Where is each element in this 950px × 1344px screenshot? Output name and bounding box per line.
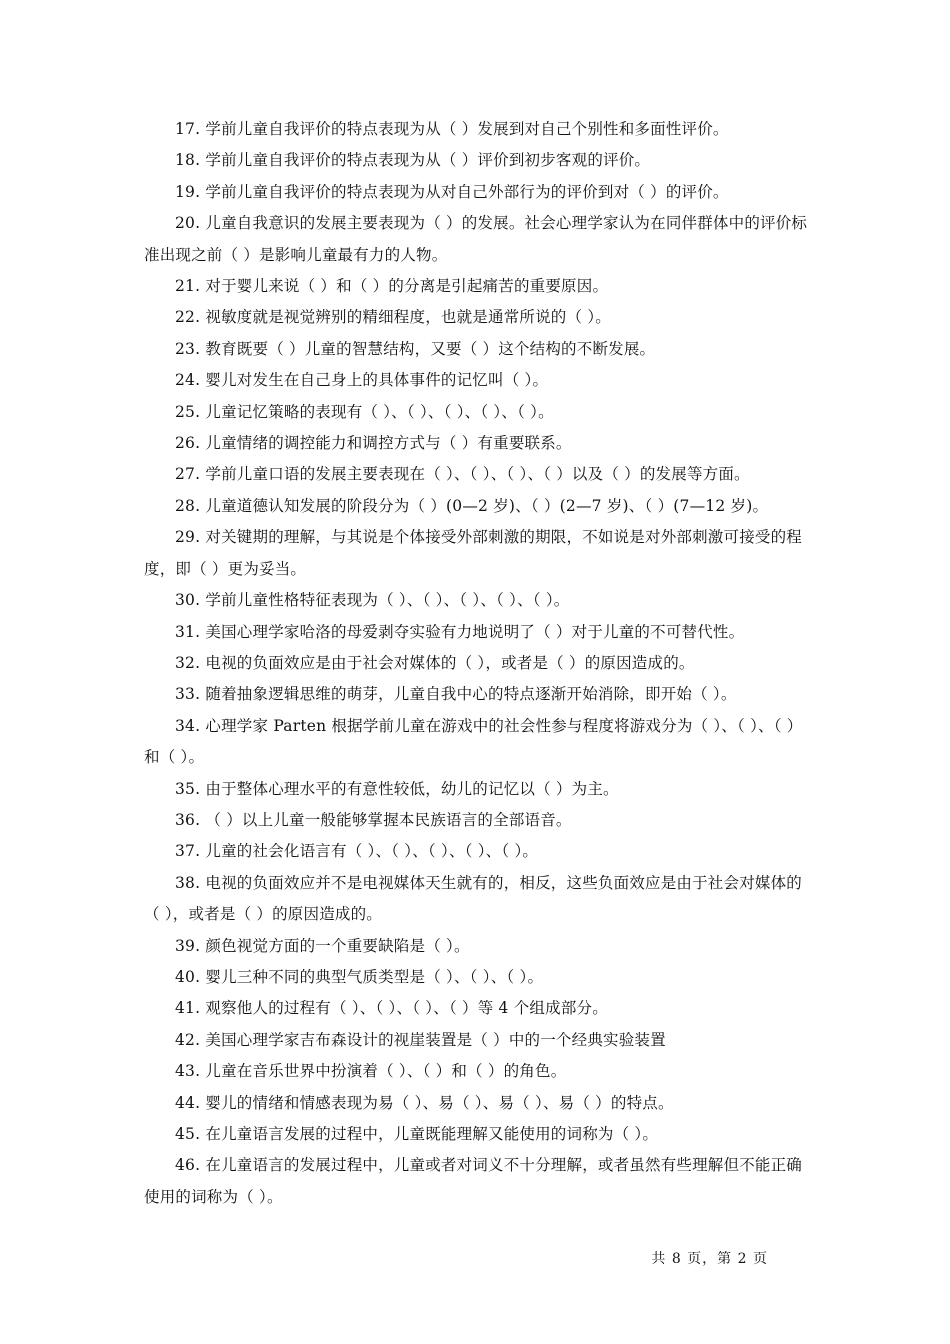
question-item <box>144 365 816 396</box>
question-item <box>144 962 816 993</box>
question-number: 36. <box>175 810 201 829</box>
question-item <box>144 1150 816 1213</box>
question-number: 23. <box>175 339 201 358</box>
question-number: 45. <box>175 1125 201 1143</box>
question-text: 对关键期的理解，与其说是个体接受外部刺激的期限，不如说是对外部刺激可接受的程度，即（ ）更为妥当。 <box>144 528 803 578</box>
question-number: 39. <box>175 936 201 955</box>
question-number: 18. <box>175 151 201 170</box>
question-number: 32. <box>175 653 201 672</box>
question-number: 35. <box>175 779 201 798</box>
question-number: 28. <box>175 496 201 515</box>
question-number: 40. <box>175 967 201 986</box>
question-number: 31. <box>175 622 201 641</box>
question-item <box>144 1025 816 1056</box>
question-item <box>144 271 816 302</box>
question-item <box>144 993 816 1024</box>
question-text: 儿童情绪的调控能力和调控方式与（ ）有重要联系。 <box>205 434 572 453</box>
question-text: 学前儿童自我评价的特点表现为从对自己外部行为的评价到对（ ）的评价。 <box>205 182 729 201</box>
question-text: 在儿童语言的发展过程中，儿童或者对词义不十分理解，或者虽然有些理解但不能正确使用的词称为（ ）。 <box>144 1156 803 1206</box>
question-text: 婴儿的情绪和情感表现为易（ ）、易（ ）、易（ ）、易（ ）的特点。 <box>205 1093 674 1112</box>
question-item <box>144 397 816 428</box>
question-item <box>144 868 816 931</box>
question-number: 17. <box>175 120 201 138</box>
question-text: 儿童的社会化语言有（ ）、（ ）、（ ）、（ ）、（ ）。 <box>205 842 539 861</box>
question-item <box>144 711 816 774</box>
question-text: 心理学家 Parten 根据学前儿童在游戏中的社会性参与程度将游戏分为（ ）、（ ）、（ ）和（ ）。 <box>144 716 803 767</box>
question-item <box>144 177 816 208</box>
question-item <box>144 1088 816 1119</box>
question-number: 22. <box>175 308 201 327</box>
question-number: 27. <box>175 465 201 484</box>
question-text: 美国心理学家哈洛的母爱剥夺实验有力地说明了（ ）对于儿童的不可替代性。 <box>205 622 745 641</box>
question-list <box>144 114 816 1213</box>
question-text: 美国心理学家吉布森设计的视崖装置是（ ）中的一个经典实验装置 <box>205 1030 666 1049</box>
question-text: 儿童自我意识的发展主要表现为（ ）的发展。社会心理学家认为在同伴群体中的评价标准出现之前（ ）是影响儿童最有力的人物。 <box>144 214 808 264</box>
question-text: 学前儿童性格特征表现为（ ）、（ ）、（ ）、（ ）、（ ）。 <box>205 591 570 610</box>
question-text: 观察他人的过程有（ ）、（ ）、（ ）、（ ）等 4 个组成部分。 <box>205 999 608 1018</box>
question-text: 随着抽象逻辑思维的萌芽，儿童自我中心的特点逐渐开始消除，即开始（ ）。 <box>205 685 737 704</box>
question-item <box>144 931 816 962</box>
question-number: 43. <box>175 1062 201 1081</box>
question-number: 25. <box>175 402 201 421</box>
question-text: 对于婴儿来说（ ）和（ ）的分离是引起痛苦的重要原因。 <box>205 277 609 296</box>
question-number: 46. <box>175 1156 201 1175</box>
question-number: 30. <box>175 591 201 610</box>
page-footer: 共 8 页，第 2 页 <box>651 1251 768 1267</box>
question-number: 20. <box>175 214 201 233</box>
question-text: 学前儿童自我评价的特点表现为从（ ）评价到初步客观的评价。 <box>205 151 651 170</box>
question-number: 29. <box>175 528 201 547</box>
question-item <box>144 522 816 585</box>
question-text: 颜色视觉方面的一个重要缺陷是（ ）。 <box>205 936 470 955</box>
question-number: 41. <box>175 999 201 1018</box>
question-text: （ ）以上儿童一般能够掌握本民族语言的全部语音。 <box>205 810 572 829</box>
question-item <box>144 334 816 365</box>
question-item <box>144 585 816 616</box>
question-text: 学前儿童自我评价的特点表现为从（ ）发展到对自己个别性和多面性评价。 <box>205 120 729 138</box>
question-text: 电视的负面效应并不是电视媒体天生就有的，相反，这些负面效应是由于社会对媒体的（ ），或者是（ ）的原因造成的。 <box>144 873 803 924</box>
question-item <box>144 302 816 333</box>
question-item <box>144 114 816 145</box>
question-item <box>144 648 816 679</box>
question-number: 33. <box>175 685 201 704</box>
question-number: 38. <box>175 873 201 892</box>
question-number: 24. <box>175 371 201 390</box>
question-text: 学前儿童口语的发展主要表现在（ ）、（ ）、（ ）、（ ）以及（ ）的发展等方面。 <box>205 465 750 484</box>
question-item <box>144 208 816 271</box>
question-text: 儿童在音乐世界中扮演着（ ）、（ ）和（ ）的角色。 <box>205 1062 567 1081</box>
question-item <box>144 1056 816 1087</box>
question-text: 儿童道德认知发展的阶段分为（ ）(0—2 岁)、（ ）(2—7 岁)、（ ）(7—12 岁)。 <box>205 496 769 515</box>
question-number: 37. <box>175 842 201 861</box>
question-text: 儿童记忆策略的表现有（ ）、（ ）、（ ）、（ ）、（ ）。 <box>205 402 554 421</box>
question-number: 21. <box>175 277 201 296</box>
question-item <box>144 805 816 836</box>
question-item <box>144 428 816 459</box>
question-item <box>144 774 816 805</box>
question-item <box>144 836 816 867</box>
question-number: 42. <box>175 1030 201 1049</box>
question-item <box>144 679 816 710</box>
question-text: 教育既要（ ）儿童的智慧结构，又要（ ）这个结构的不断发展。 <box>205 339 656 358</box>
question-text: 在儿童语言发展的过程中，儿童既能理解又能使用的词称为（ ）。 <box>205 1125 659 1143</box>
question-text: 视敏度就是视觉辨别的精细程度，也就是通常所说的（ ）。 <box>205 308 611 327</box>
question-item <box>144 459 816 490</box>
question-number: 34. <box>175 716 201 735</box>
question-item <box>144 145 816 176</box>
question-number: 44. <box>175 1093 201 1112</box>
question-text: 由于整体心理水平的有意性较低，幼儿的记忆以（ ）为主。 <box>205 779 619 798</box>
question-item <box>144 617 816 648</box>
question-number: 19. <box>175 182 201 201</box>
question-item <box>144 1119 816 1150</box>
question-number: 26. <box>175 434 201 453</box>
question-text: 电视的负面效应是由于社会对媒体的（ ），或者是（ ）的原因造成的。 <box>205 653 695 672</box>
question-text: 婴儿对发生在自己身上的具体事件的记忆叫（ ）。 <box>205 371 549 390</box>
question-item <box>144 491 816 522</box>
question-text: 婴儿三种不同的典型气质类型是（ ）、（ ）、（ ）。 <box>205 967 544 986</box>
